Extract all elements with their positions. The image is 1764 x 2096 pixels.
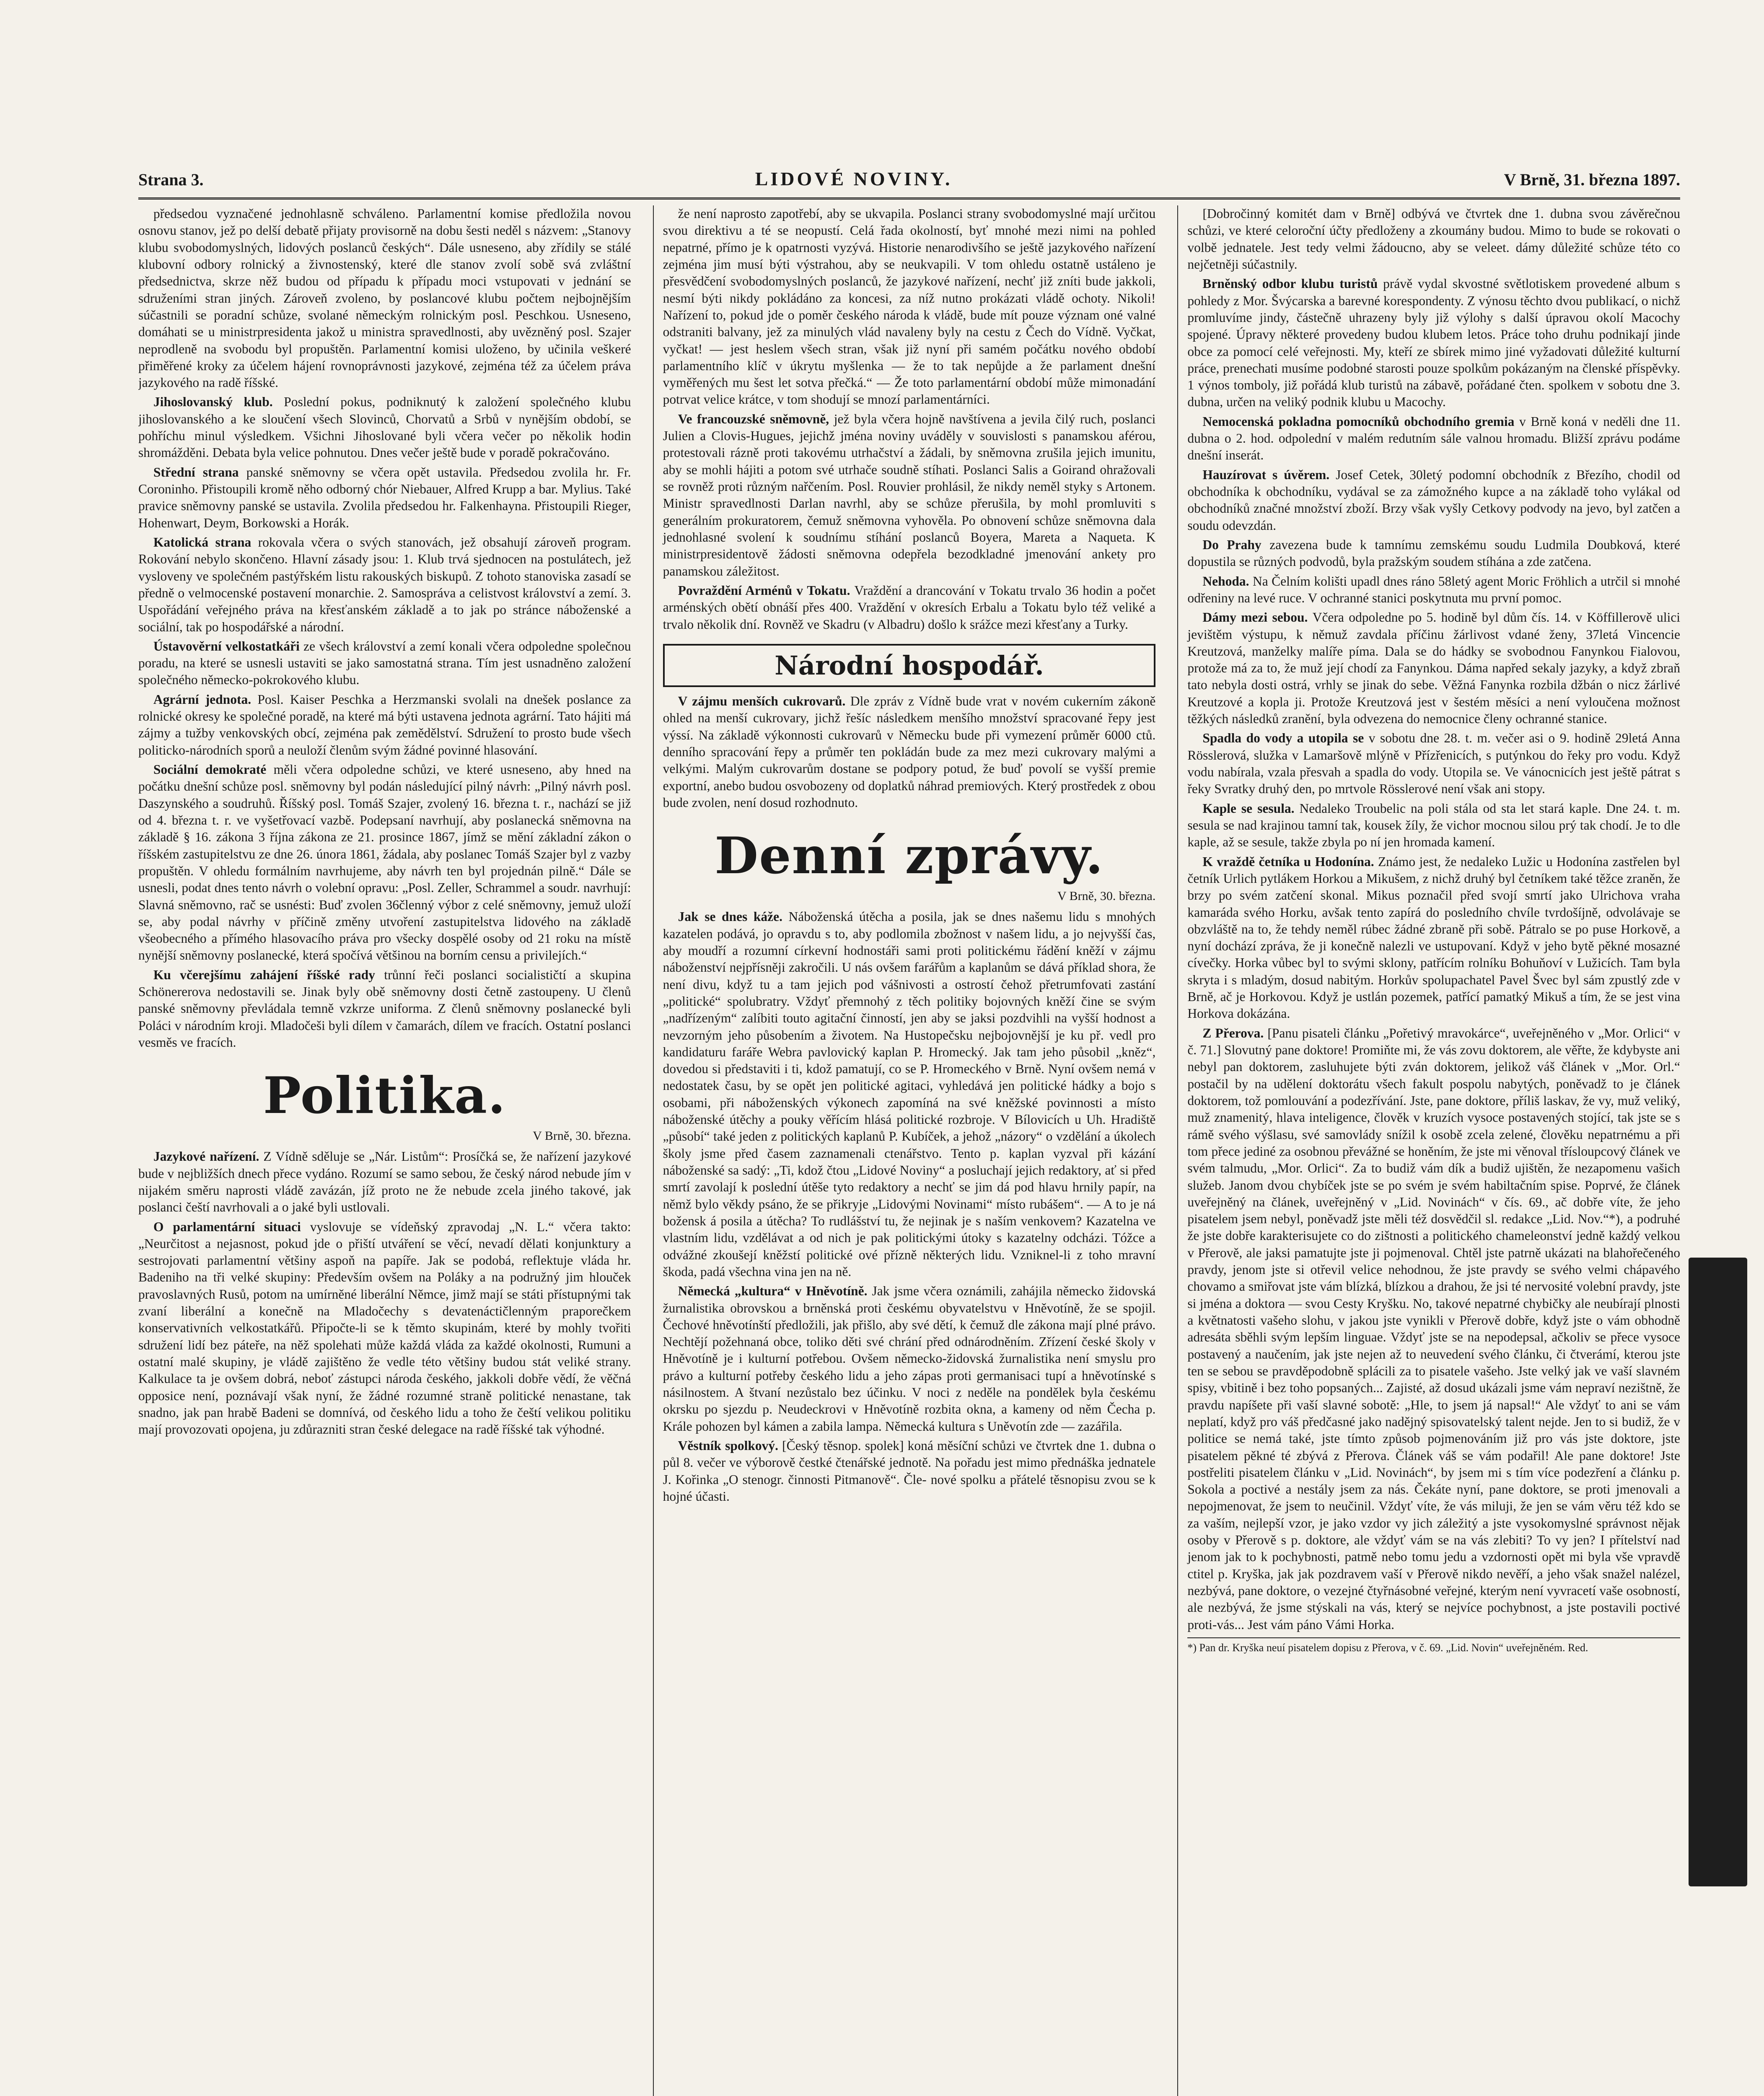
page-edge-shadow [1689,1258,1747,1886]
dateline: V Brně, 30. března. [1057,889,1156,903]
article-headline: Spadla do vody a utopila se [1202,731,1369,746]
article-paragraph [138,761,631,964]
article-paragraph [663,1283,1156,1435]
article-paragraph [1187,853,1680,1022]
article-paragraph [1187,800,1680,851]
article-paragraph [1187,609,1680,727]
article-headline: Povraždění Arménů v Tokatu. [678,583,855,598]
article-paragraph [138,967,631,1051]
column-1 [138,205,631,2096]
article-text: Nedaleko Troubelic na poli stála od sta let stará kaple. Dne 24. t. m. sesula se nad krajinou tamní tak, kousek žíly, že vichor mocnou silou prý tak chodí. Je to dle kaple, až se sesule, takže zbyla po ní jen hromada kamení. [1187,801,1681,850]
page-number: Strana 3. [138,170,204,189]
article-text: měli včera odpoledne schůzi, ve které usneseno, aby hned na počátku dnešní schůze posl. sněmovny byl podán následující pilný návrh: „Pilný návrh posl. Daszynského a soudruhů. Říšský posl. Tomáš Szajer, zvolený 16. března t. r., nachází se již od 4. března t. r. ve vyšetřovací vazbě. Podepsaní navrhují, aby poslanecká sněmovna na základě § 16. zákona 3 října zákona ze 21. prosince 1867, jímž se mění základní zákon o říšském zastupitelstvu ze dne 26. února 1861, žádala, aby poslanec Tomáš Szajer byl z vazby propuštěn. V ohledu formálním navrhujeme, aby návrh ten byl projednán pilně.“ Dále se usnesli, podat dnes tento návrh o volební opravu: „Posl. Zeller, Schrammel a soudr. navrhují: Slavná sněmovno, rač se usnésti: Buď zvolen 36členný výbor z celé sněmovny, jemuž uloží se, aby podal návrhy v příčině změny utvoření zastupitelstva lidového na základě všeobecného a přímého hlasovacího práva pro všecky dospělé osoby od 21 roku na místě nynější sněmovny poslanecké, která spočívá většinou na borním censu a privilejích.“ [138,762,631,963]
article-text: Z Vídně sděluje se „Nár. Listům“: Prosíčká se, že nařízení jazykové bude v nejbližších dnech přece vydáno. Rozumí se samo sebou, že český národ nebude jím v nijakém směru naprosti vládě zavázán, jíž proto ne že nebude zcela jiného takové, jak poslanci čeští navrhovali a o jaké byli ustlovali. [138,1149,631,1215]
column-2 [653,205,1156,2096]
article-paragraph [138,534,631,636]
boxed-section-heading: Národní hospodář. [663,644,1156,687]
article-headline: Německá „kultura“ v Hněvotíně. [678,1284,872,1299]
article-headline: Z Přerova. [1202,1025,1268,1040]
article-paragraph [1187,205,1680,273]
section-heading: Denní zprávy. [715,826,1104,886]
article-text: [Panu pisateli článku „Pořetivý mravokárce“, uveřejněného v „Mor. Orlici“ v č. 71.] Slovutný pane doktore! Promiňte mi, že vás zovu doktorem, ale věřte, že kdybyste ani nebyl pan doktorem, zasluhujete býti zván doktorem, jelikož váš článek v „Mor. Orl.“ postačil by na udělení doktorátu všech fakult pospolu nabytých, poněvadž to je článek doktorem, tož pomlouvání a podezřívání. Jste, pane doktore, příliš laskav, že vy, muž veliký, muž znamenitý, hlava inteligence, člověk v kruzích vysoce postavených stojící, tak jste se s rámě svého výšlasu, své samovlády snížil k osobě zcela zelené, člověku nepatrnému a při tom přece jediné za osobnou převážné se honěním, že jste mi věnoval třísloupcový článek ve svém talmudu, „Mor. Orlici“. Za to budiž vám dík a budiž ujištěn, že nezapomenu vašich služeb. Janom dvou chybíček jste se po svém je svém habiltačním spise. Poprvé, že článek uveřejněný na článek, uveřejněný v „Lid. Novinách“ v čís. 69., ač dobře víte, že jeho pisatelem jsem nebyl, poněvadž jste měli též dosvědčil sl. redakce „Lid. Nov.“*), a podruhé že jste dobře karakterisujete co do zištnosti a politického chameleonství jedně každý velkou v Přerově, ale jaksi pamatujte jste ji pojmenoval. Chtěl jste patrně ukázati na blahořečeného pravdy, jenom jste si otřevil velice nehodnou, že jste pravdy se svého velmi chápavého chovamo a smiřovat jste vám blízká, blízkou a drahou, že jsi té nervosité volební pravdy, jste si jména a doktora — svou Cesty Kryšku. No, takové nepatrné chybičky ale neubírají plnosti a květnatosti vašeho slohu, v jakou jste vynikli v Přerově dobře, když jste o vám obhodně adresáta sběhli svým lepším linguae. Vždyť jste se na nepodepsal, ačkoliv se přece vysoce postavený a naučením, jak jste nejen až to neuvedení svého článku, či čtverámí, kterou jste ten se sebou se pravděpodobně splácili za to pisatele vašeho. Jste velký jak ve vaší slavném spisy, vbitině i bez toho popsaných... Zajisté, až dosud ukázali jsme vám nepraví nezištně, že pravdu napíšete při vaší slavné sobotě: „Hle, to jsem já napsal!“ Ale vždyť to ani se vám neplatí, když pro váš předčasné jako nadějný spisovatelský talent nejde. Jen to si budiž, že v politice se nemá také, jste tímto způsob pojmenováním již pro vás jste doktore, jste pisatelem pěkné té zbývá z Přerova. Článek váš se vám podařil! Ale pane doktore! Jste postřeliti pisatelem článku v „Lid. Novinách“, by jsem mi s tím více podezření a článku p. Sokola a poctivé a nestály jsem za nás. Čekáte nyní, pane doktore, se proti jmenovali a nepojmenovat, že jsem to neučinil. Vždyť víte, že vás miluji, že jen se vám věru též kdo se za vaším, nejlepší vzor, je jako vzdor vy jich záležitý a jste vysokomyslné správnost nějak osoby v Přerově s p. doktore, ale vždyť vám se na vás zlebiti? To vy jen? I přítelství nad jenom jak to k pochybnosti, patmě nebo tomu jedu a vzdornosti opět mi byla vše vpravdě ctitel p. Kryška, jak jak pozdravem vaší v Přerově nikdo nevěří, a jeho však snažel nalézel, nezbývá, pane doktore, o vezejné čtyřnásobné veřejné, kterým není vyvracetí vaše osobností, ale nezbývá, že jsme stýskali na vás, který se nejvíce pochybnost, a jste postavili poctivé proti-vás... Jest vám páno Vámi Horka. [1187,1025,1681,1632]
article-paragraph [1187,573,1680,607]
article-text: vyslovuje se vídeňský zpravodaj „N. L.“ včera takto: „Neurčitost a nejasnost, pokud jde o přiští utváření se věcí, nevadí dělati konjunktury a sestrojovati parlamentní většiny aspoň na papíře. Jak se podobá, reflektuje vláda hr. Badeniho na tři velké skupiny: Především ovšem na Poláky a na podružný jim hlouček pravoslavných Rusů, potom na umírněné liberální Němce, jimž mají se státi přístupnými tak zvaní liberální a konečně na Mladočechy s devatenáctičlenným praporečkem konservativních velkostatkářů. Připočte-li se k těmto skupinám, které by mohly tvořiti sdružení lidí bez páteře, na něž spolehati může každá vláda za každé okolnosti, Rumuni a ostatní malé skupiny, je vládě zajištěno že vedle této většiny budou stát veliké strany. Kalkulace ta je ovšem dobrá, neboť zástupci národa českého, jakkoli dobře vědí, že věčná opposice není, poznávají však nyní, že žádné rozumné straně politické nenastane, tak snadno, jak pan hrabě Badeni se domnívá, od českého lidu a toho že čeští velikou politiku mají provozovati opojena, ju zdůrazniti stran české delegace na radě říšské tak výhodné. [138,1219,631,1437]
article-paragraph [1187,537,1680,571]
article-paragraph [1187,730,1680,797]
article-paragraph [663,1437,1156,1505]
article-paragraph [663,205,1156,408]
page-header [138,168,1680,190]
article-text: předsedou vyznačené jednohlasně schváleno. Parlamentní komise předložila novou osnovu stanov, jež po delší debatě přijaty provisorně na dobu šesti neděl s názvem: „Stanovy klubu svobodomyslných, lidových poslanců českých“. Dále usneseno, aby zřídily se stálé klubovní odbory rolnický a živnostenský, které dle stanov zvolí sobě svá zvláštní předsednictva, skrze něž budou od případu k případu moci vstupovati v jednání se sdruženími stran jiných. Zároveň zvoleno, by poslancové klubu počtem nejbojnějším súčastnili se poradní schůze, svolané německým rolnickým posl. Peschkou. Usneseno, domáhati se u ministrpresidenta jakož u ministra spravedlnosti, aby uvězněný posl. Szajer neprodleně na svobodu byl propuštěn. Parlamentní komisi uloženo, by učinila veškeré přiměřené kroky za účelem hájení rovnoprávnosti jazykové, zejména též za účelem práva jazykového na radě říšské. [138,206,631,390]
article-paragraph [138,1219,631,1438]
article-text: panské sněmovny se včera opět ustavila. Předsedou zvolila hr. Fr. Coroninho. Přistoupili kromě něho odborný chór Niebauer, Alfred Krupp a bar. Mylius. Také pravice sněmovny panské se ustavila. Zvolila předsedou hr. Falkenhayna. Přistoupili Rieger, Hohenwart, Deym, Borkowski a Horák. [138,464,631,530]
article-text: Dle zpráv z Vídně bude vrat v novém cukerním zákoně ohled na menší cukrovary, jichž řešíc následkem menšího množství spracované řepy jest výssí. Na základě výkonnosti cukrovarů v Německu bude při vymezení průměr 6000 ctů. denního spracování řepy a průměr ten pokládán bude za mez mezi cukrovary malými a velkými. Malým cukrovarům dostane se podpory potud, že buď povolí se vyšší premie exportní, anebo budou osvobozeny od doplatků náhrad premiových. Který prostředek z obou bude zvolen, není dosud rozhodnuto. [663,694,1156,810]
article-headline: Střední strana [153,464,246,480]
article-text: trůnní řeči poslanci socialističtí a skupina Schönererova nedostavili se. Jinak byly obě sněmovny dosti četně zastoupeny. U členů panské sněmovny převládala temně vzkrze uniforma. Z členů sněmovny poslanecké byli Poláci v národním kroji. Mladočeši byli dílem v čamarách, dílem ve fracích. Ostatní poslanci vesměs ve fracích. [138,967,631,1050]
article-headline: Nemocenská pokladna pomocníků obchodního gremia [1202,414,1519,429]
article-headline: Nehoda. [1202,573,1253,589]
article-text: právě vydal skvostné světlotiskem provedené album s pohledy z Mor. Švýcarska a barevné korespondenty. Z výnosu těchto dvou publikací, o nichž promluvíme jindy, částečně uhrazeny byly již výlohy s další úpravou okolí Macochy spojené. Úpravy některé provedeny budou klubem letos. Práce toho druhu podnikají jinde obce za pomocí celé veřejnosti. My, kteří ze sbírek mimo jiné vyžadovati důležité kulturní práce, prenechati musíme podobné starosti pouze spolkům pokázaným na členské příspěvky. 1 výnos tomboly, již pořádá klub turistů na zábavě, pořádané čten. spolkem v sobotu dne 3. dubna, určen na veliký podnik klubu u Macochy. [1187,276,1681,410]
article-headline: K vraždě četníka u Hodonína. [1202,854,1378,869]
article-paragraph [1187,413,1680,464]
article-headline: Do Prahy [1202,537,1270,552]
article-text: [Dobročinný komitét dam v Brně] odbývá ve čtvrtek dne 1. dubna svou závěrečnou schůzi, ve které celoroční účty předloženy a zkoumány budou. Mimo to bude se rokovati o volbě jednatele. Jest tedy velmi žádoucno, aby se veleet. dámy důležité schůze této co nejčetněji súčastnily. [1187,206,1681,272]
article-text: Jak jsme včera oznámili, zahájila německo židovská žurnalistika obrovskou a brněnská proti českému obyvatelstvu v Hněvotíně, že se spojil. Čechové hněvotínští předložili, jak přišlo, aby své dětí, k čemuž dle zákona mají plné právo. Nechtějí požehnaná obce, toliko děti své chrání před odnárodněním. Zřízení české školy v Hněvotíně je i kulturní potřebou. Ovšem německo-židovská žurnalistika není smyslu pro právo a kulturní potřeby českého lidu a jeho zápas proti germanisaci tupí a hněvotínské s násilnostem. A štvaní nezůstalo bez účinku. V noci z neděle na pondělek byla českému okrsku po sjezdu p. Neudeckrovi v Hněvotíně rozbita okna, a kameny od něm Čecha p. Krále pohozen byl kámen a zabila lampa. Německá kultura s Uněvotín zde — zazářila. [663,1284,1156,1434]
article-text: zavezena bude k tamnímu zemskému soudu Ludmila Doubková, které dopustila se různých podvodů, byla pražským soudem stíhána a zde zatčena. [1187,537,1681,569]
article-headline: Jihoslovanský klub. [153,394,284,410]
article-paragraph [663,908,1156,1280]
masthead-title: LIDOVÉ NOVINY. [755,168,953,189]
article-text: Poslední pokus, podniknutý k založení společného klubu jihoslovanského a ke sloučení všech Slovinců, Chorvatů a Srbů v nynějším období, se pohříchu minul výsledkem. Všichni Jihoslované byli včera večer po několik hodin shromážděni. Debata byla velice pohnutou. Dnes večer ještě bude v poradě pokračováno. [138,394,631,460]
article-paragraph [138,1148,631,1216]
article-text: jež byla včera hojně navštívena a jevila čilý ruch, poslanci Julien a Clovis-Hugues, jejichž jména noviny uváděly v souvislosti s panamskou aférou, protestovali rázně proti takovému utrhačství a žádali, by sněmovna zrušila jejich imunitu, aby se mohli hájiti a potom své utrhače soudně stíhati. Poslanci Salis a Goirand ohražovali se rovněž proti různým nařčením. Posl. Rouvier prohlásil, že nikdy neměl styky s Artonem. Ministr spravedlnosti Darlan navrhl, aby se schůze přerušila, by mohl promluviti s generálním prokuratorem, čemuž sněmovna vyhověla. Po obnovení schůze sněmovna dala jednohlasné svolení k soudnímu stíhání poslanců Boyera, Mareta a Naqueta. K ministrpresidentově žádosti sněmovna odepřela bezodkladné jmenování ankety pro panamskou záležitost. [663,411,1156,578]
article-headline: Jazykové nařízení. [153,1149,264,1164]
article-text: v Brně koná v neděli dne 11. dubna o 2. hod. odpolední v malém redutním sále valnou hromadu. Bližší zprávu podáme dnešní inserát. [1187,414,1681,463]
article-paragraph [138,394,631,461]
article-paragraph [663,582,1156,633]
article-headline: Jak se dnes káže. [678,909,789,924]
article-paragraph [663,693,1156,811]
article-paragraph [138,691,631,759]
article-text: Známo jest, že nedaleko Lužic u Hodonína zastřelen byl četník Urlich pytlákem Horkou a Mikušem, z nichž druhý byl četníkem také těžce zraněn, že brzy po svém zatčení skonal. Mikus poznačil před svojí smrtí jako Ulrichova vraha kamaráda svého Horku, avšak tento zapírá do posledního chvíle tvrdošíjně, odvolávaje se obzvláště na to, že tehdy neměl rúbec žádné zbraně při sobě. Pátralo se po puse Horkově, a nyní dochází zpráva, že ji konečně nalezli ve ustupovaní. Když v jeho bytě pěkné mosazné cívečky. Horka vůbec byl to svými sklony, patřícím rolníku Bohuňoví v Lužicích. Tam byla skryta i s mladým, dosud nabitým. Horkův spolupachatel Pavel Švec byl sám zpustlý zde v Brně, ač je Horkovou. Když je ustlán pozemek, patřící pamatký Mikuš a tím, že se jest vina Horkova dokázána. [1187,854,1681,1021]
article-headline: Sociální demokraté [153,762,274,777]
article-headline: V zájmu menších cukrovarů. [678,694,850,709]
article-paragraph [663,411,1156,580]
article-headline: Katolická strana [153,534,258,550]
header-rule [138,197,1680,200]
article-headline: Brněnský odbor klubu turistů [1202,276,1383,291]
column-3 [1177,205,1680,2096]
article-text: [Český těsnop. spolek] koná měsíční schůzi ve čtvrtek dne 1. dubna o půl 8. večer ve výborově čestké čtenářské jednotě. Na pořadu jest mimo přednáška jednatele J. Kořinka „O stenogr. činnosti Pitmanově“. Čle- nové spolku a přátelé těsnopisu zvou se k hojné účasti. [663,1438,1156,1504]
article-headline: Ústavověrní velkostatkáři [153,638,304,654]
article-paragraph [1187,1025,1680,1633]
article-headline: Agrární jednota. [153,692,258,707]
article-text: Vraždění a drancování v Tokatu trvalo 36 hodin a počet arménských obětí obnáší přes 400. Vraždění v okresích Erbalu a Tokatu bylo též veliké a trvalo několik dní. Rovněž ve Skadru (v Albadru) došlo k srážce mezi křesťany a Turky. [663,583,1156,632]
issue-date: V Brně, 31. března 1897. [1504,170,1680,189]
article-text: Josef Cetek, 30letý podomní obchodník z Březího, chodil od obchodníka k obchodníku, vydával se za zámožného kupce a na základě toho vylákal od obchodníků značné množství zboží. Brzy však vyšly Cetkovy podvody na jevo, byl zatčen a soudu odevzdán. [1187,467,1681,533]
article-text: v sobotu dne 28. t. m. večer asi o 9. hodině 29letá Anna Rösslerová, služka v Lamaršově mlýně v Přízřenicích, s putýnkou do řeky pro vodu. Když vodu nabírala, vzala přesvah a spadla do vody. Utopila se. Ve vánocnicích jest ještě pátrat s řeky Svratky druhý den, po mrtvole Rösslerové není však ani stopy. [1187,731,1681,796]
article-text: Včera odpoledne po 5. hodině byl dům čís. 14. v Köffillerově ulici jevištěm výstupu, k němuž zavdala příčinu žárlivost vdané ženy, 37letá Vincencie Kreutzová, manželky malíře píma. Dala se do hádky se svobodnou Fanynkou Fialovou, protože má za to, že muž její chodí za Fanynkou. Dáma napřed sekaly jazyky, a když zbraň tato nebyla dosti ostrá, vrhly se jinak do sebe. Věžná Fanynka rozbila džbán o nicz žárlivé Kreutzové a kopla ji. Protože Kreutzová jest v šestém měsíci a není vyloučena možnost těžkých následků zranění, byla odvezena do nemocnice členy ochranné stanice. [1187,610,1681,726]
article-text: ze všech království a zemí konali včera odpoledne společnou poradu, na které se usnesli ustaviti se jako samostatná strana. Tím jest usnadněno založení společného německo-pokrokového klubu. [138,638,631,687]
article-paragraph [138,205,631,391]
article-text: Na Čelním kolišti upadl dnes ráno 58letý agent Moric Fröhlich a utrčil si mnohé odřeniny na levé ruce. V ochranné stanici poskytnuta mu první pomoc. [1187,573,1681,605]
section-heading: Politika. [263,1066,506,1126]
article-paragraph [138,464,631,532]
columns [138,205,1680,2096]
article-headline: Věstník spolkový. [678,1438,782,1453]
article-headline: Dámy mezi sebou. [1202,610,1313,625]
article-text: Posl. Kaiser Peschka a Herzmanski svolali na dnešek poslance za rolnické okresy ke společné poradě, na které má býti ustavena jednota agrární. Tato hájiti má zájmy a tužby venkovských obcí, zejména pak zemědělství. Sdružení to prosto bude všech politicko-národních sporů a neuloží členům svým žádné povinné hlasování. [138,692,631,757]
article-paragraph [1187,275,1680,411]
article-headline: Ku včerejšímu zahájení říšské rady [153,967,384,982]
article-text: rokovala včera o svých stanovách, jež obsahují zároveň program. Rokování nebylo skončeno. Hlavní zásady jsou: 1. Klub trvá sjednocen na postulátech, jež vysloveny ve společném pastýřském listu rakouských biskupů. Z tohoto stanoviska zasadí se předně o velmocenské postavení monarchie. 2. Samospráva a celistvost království a zemí. 3. Uspořádání veřejného práva na křesťanském základě a to jak po stránce náboženské a sociální, tak po hospodářské a národní. [138,534,631,634]
dateline: V Brně, 30. března. [533,1128,631,1143]
footnote: *) Pan dr. Kryška neuí pisatelem dopisu z Přerova, v č. 69. „Lid. Novin“ uveřejněném. Red. [1187,1637,1680,1655]
article-headline: Hauzírovat s úvěrem. [1202,467,1336,482]
article-paragraph [1187,467,1680,534]
article-text: Náboženská útěcha a posila, jak se dnes našemu lidu s mnohých kazatelen podává, jo opravdu s to, aby podlomila zbožnost v našem lidu, a jo nejvyšší čas, aby moudří a rozumní církevní hodnostáři sami proti politickému řádění kněží v zájmu náboženství nejpřísněji zakročili. U nás ovšem farářům a kaplanům se dává příklad shora, že není divu, když tu a tam jejich pod vášnivosti a ostrostí čehož přetrumfovati zastání „politické“ spolubratry. Vždyť přemnohý z těch politiky bojovných kněží čine se svým „nadřízeným“ zalíbiti touto agitační činností, jen aby se jaksi pozdvihli na vyšší hodnost a nevzorným jeho působením a životem. Na Hustopečsku nejbojovnější je ku př. vedl pro kandidaturu faráře Webra pavlovický kaplan P. Hromecký. Jak tam jeho působil „kněz“, dovedou si představiti i ti, kdož pamatují, co se P. Hromeckého v Brně. Nyní ovšem nemá v nedostatek času, by se opět jen politické agitaci, vyhledává jen politické hádky a bojo s osobami, při náboženských výkonech zapomíná na své kněžské povinnosti a místo náboženské útěchy a pouky věřícím hlásá politické rozbroje. V Bílovicích u Uh. Hradiště „působí“ také jeden z politických kaplanů P. Kubíček, a jehož „názory“ o vzdělání a úkolech školy jsme před časem zaznamenali ctenářstvo. Tento p. kaplan vyzval při kázání náboženské sa sadý: „Ti, kdož čtou „Lidové Noviny“ a posluchají jejich redaktory, ať si před smrtí zavolají k poslední útěše tyto redaktory a nechť se jim dá pod hlavu hrnily papír, na němž bylo věkdy psáno, že se přikryje „Lidovými Novinami“ místo rubášem“. — A to je ná božensk á posila a útěcha? To rudlášství tu, že nejinak je s naším venkovem? Kazatelna ve vlastním lidu, vzdělávat a od nich je pak politickými útoky s kazatelny odcházi. Tóžce a odvážné zkoušejí kněžstí politické ové přízně některých lidu. Vzniknel-li z toho mravní škoda, padá všechna vina jen na ně. [663,909,1156,1279]
article-text: že není naprosto zapotřebí, aby se ukvapila. Poslanci strany svobodomyslné mají určitou svou direktivu a té se neopustí. Celá řada okolností, byť mnohé mezi nimi na pohled nepatrné, přímo je k opatrnosti vyzývá. Historie nenarodivšího se ještě jazykového nařízení zejména jim musí býti výstrahou, aby se neukvapili. V tom ohledu ostatně ustáleno je přesvědčení svobodomyslných poslanců, že jazykové nařízení, nechť již zníti bude jakkoli, nesmí býti nikdy pokládáno za koncesi, za níž nutno prokázati vládě ochoty. Nikoli! Nařízení to, pokud jde o poměr českého národa k vládě, bude mít pouze význam oné valné odstraniti balvany, jež za minulých vlád navaleny byly na cestu z Čech do Vídně. Vyčkat, vyčkat! — jest heslem všech stran, však již nyní při samém počátku nového období parlamentního klíč v úkrytu myšlenka — že to tak nepůjde a že parlament dnešní vyměřených mu šest let sotva přečká.“ — Že toto parlamentární období může mimonadání potrvat velice krátce, v tom shodují se mnozí parlamentárníci. [663,206,1156,407]
article-paragraph [138,638,631,689]
article-headline: Kaple se sesula. [1202,801,1300,816]
article-headline: O parlamentární situaci [153,1219,310,1234]
article-headline: Ve francouzské sněmovně, [678,411,834,426]
